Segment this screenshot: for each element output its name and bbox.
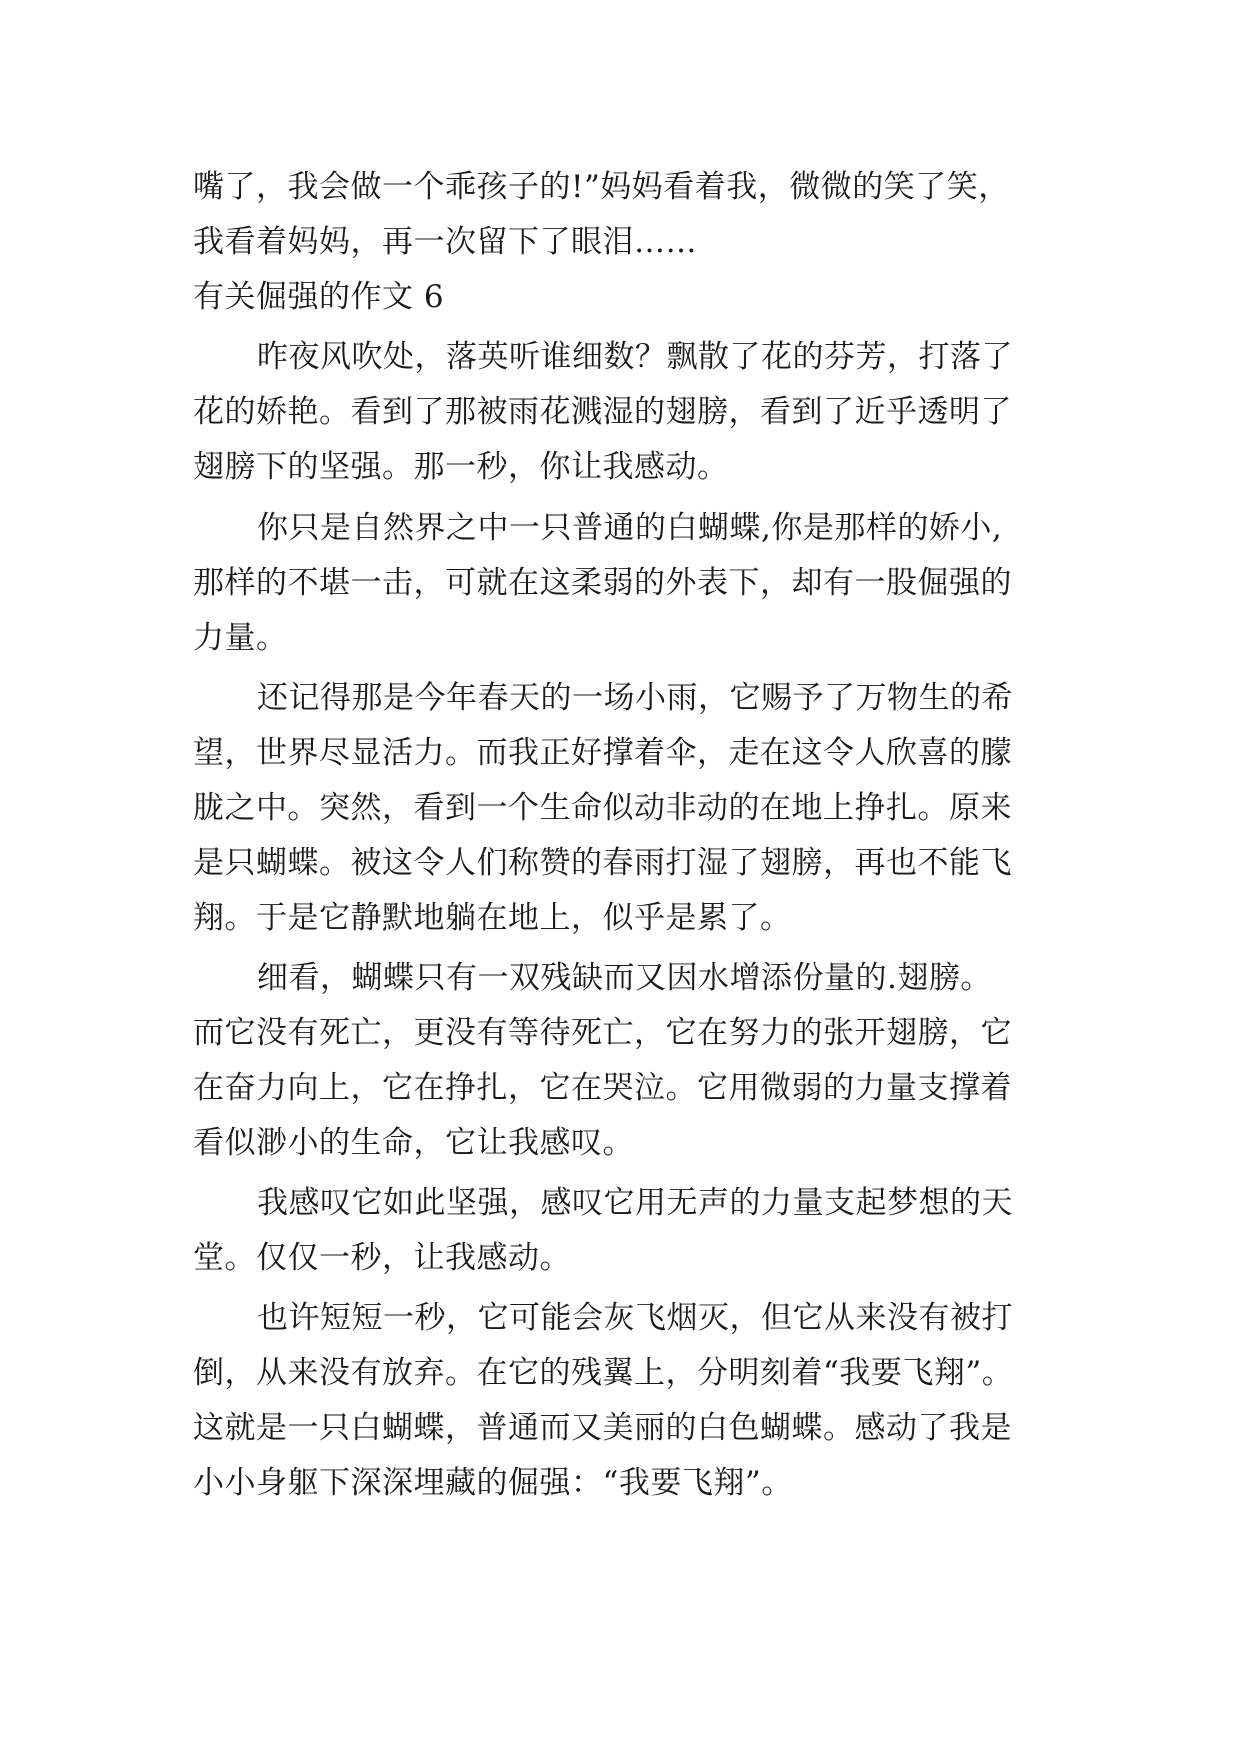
text-line: 是只蝴蝶。被这令人们称赞的春雨打湿了翅膀，再也不能飞 (193, 845, 1012, 881)
text-line: 而它没有死亡，更没有等待死亡，它在努力的张开翅膀，它 (193, 1015, 1012, 1051)
text-line: 也许短短一秒，它可能会灰飞烟灭，但它从来没有被打 (257, 1300, 1013, 1336)
text-line: 这就是一只白蝴蝶，普通而又美丽的白色蝴蝶。感动了我是 (193, 1410, 1012, 1446)
text-line: 望，世界尽显活力。而我正好撑着伞，走在这令人欣喜的朦 (193, 735, 1012, 771)
section-heading: 有关倔强的作文 6 (193, 279, 445, 315)
text-line: 昨夜风吹处，落英听谁细数？飘散了花的芬芳，打落了 (257, 339, 1013, 375)
text-line: 你只是自然界之中一只普通的白蝴蝶,你是那样的娇小, (257, 510, 1003, 546)
text-line: 嘴了，我会做一个乖孩子的!”妈妈看着我，微微的笑了笑， (193, 169, 1010, 205)
text-line: 我看着妈妈，再一次留下了眼泪…… (193, 224, 697, 260)
text-line: 翅膀下的坚强。那一秒，你让我感动。 (193, 449, 729, 485)
text-line: 看似渺小的生命，它让我感叹。 (193, 1125, 634, 1161)
text-line: 力量。 (193, 620, 288, 656)
text-line: 倒，从来没有放弃。在它的残翼上，分明刻着“我要飞翔”。 (193, 1355, 1014, 1391)
text-line: 细看，蝴蝶只有一双残缺而又因水增添份量的.翅膀。 (257, 960, 992, 996)
text-line: 在奋力向上，它在挣扎，它在哭泣。它用微弱的力量支撑着 (193, 1070, 1012, 1106)
text-line: 堂。仅仅一秒，让我感动。 (193, 1240, 571, 1276)
text-line: 胧之中。突然，看到一个生命似动非动的在地上挣扎。原来 (193, 790, 1012, 826)
text-line: 还记得那是今年春天的一场小雨，它赐予了万物生的希 (257, 680, 1013, 716)
text-line: 翔。于是它静默地躺在地上，似乎是累了。 (193, 900, 792, 936)
text-line: 花的娇艳。看到了那被雨花溅湿的翅膀，看到了近乎透明了 (193, 394, 1012, 430)
text-line: 我感叹它如此坚强，感叹它用无声的力量支起梦想的天 (257, 1185, 1013, 1221)
text-line: 那样的不堪一击，可就在这柔弱的外表下，却有一股倔强的 (193, 565, 1012, 601)
text-line: 小小身躯下深深埋藏的倔强：“我要飞翔”。 (193, 1465, 793, 1501)
